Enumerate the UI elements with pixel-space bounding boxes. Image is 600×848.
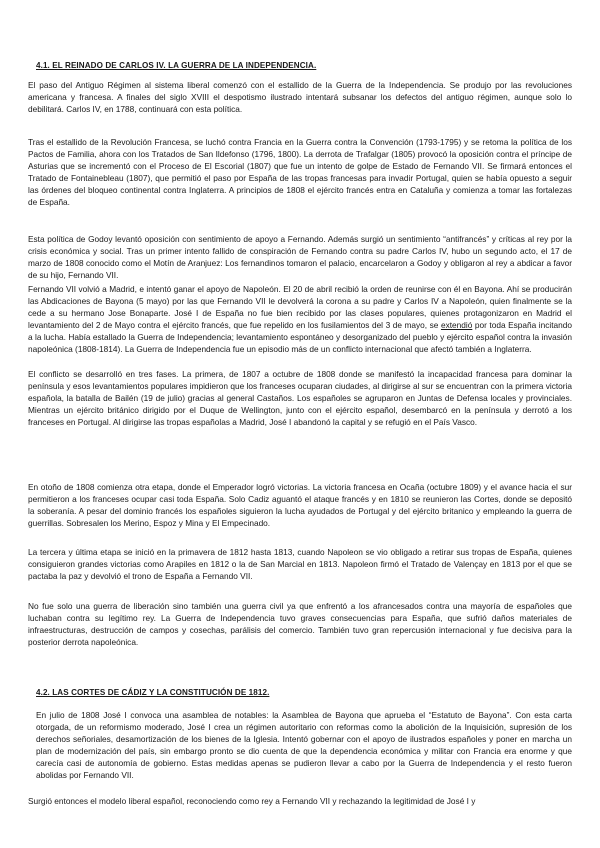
paragraph-consecuencias: No fue solo una guerra de liberación sino también una guerra civil ya que enfrentó a los afrancesados contra una mayoría de españoles que luchaban contra su legítimo rey. La Guerra de Independencia tuvo graves consecuencias para España, que sufrió daños materiales de infraestructuras, destrucción de campos y cosechas, parálisis del comercio. También tuvo gran repercusión internacional y fue decisiva para la posterior derrota napoleónica. (28, 601, 572, 648)
paragraph-abdicaciones-bayona (28, 283, 572, 356)
paragraph-estatuto-bayona: En julio de 1808 José I convoca una asamblea de notables: la Asamblea de Bayona que aprueba el “Estatuto de Bayona”. Con esta carta otorgada, de un reformismo moderado, José I crea un régimen autoritario con reformas como la abolición de la Inquisición, supresión de los derechos señoriales, desamortización de los bienes de la Iglesia. Intentó gobernar con el apoyo de ilustrados españoles y poner en marcha un plan de modernización del país, sin embargo pronto se dio cuenta de que la dependencia económica y militar con Francia era enorme y que carecía casi de autonomía de gobierno. Estas medidas apenas se pudieron llevar a cabo por la Guerra de Independencia y el resto fueron abolidas por Fernando VII. (36, 710, 572, 781)
paragraph-otono-1808: En otoño de 1808 comienza otra etapa, donde el Emperador logró victorias. La victoria francesa en Ocaña (octubre 1809) y el avance hacia el sur permitieron a los franceses ocupar casi toda España. Solo Cadiz aguantó el ataque francés y en 1810 se reunieron las Cortes, donde se depositó la soberanía. A pesar del dominio francés los españoles siguieron la lucha ayudados de Portugal y del ejército britanico y empleando la guerra de guerrillas. Sobresalen los Merino, Espoz y Mina y El Empecinado. (28, 482, 572, 529)
section-heading-4-2: 4.2. LAS CORTES DE CÁDIZ Y LA CONSTITUCIÓN DE 1812. (36, 688, 270, 697)
paragraph-revolucion-francesa: Tras el estallido de la Revolución Francesa, se luchó contra Francia en la Guerra contra la Convención (1793-1795) y se retoma la política de los Pactos de Familia, ahora con los Tratados de San Ildefonso (1796, 1800). La derrota de Trafalgar (1805) provocó la oposición contra el príncipe de Asturias que se incrementó con el Proceso de El Escorial (1807) que fue un intento de golpe de Estado de Fernando VII. Se firmará entonces el Tratado de Fontainebleau (1807), que permitió el paso por España de las tropas francesas para invadir Portugal, quien se había opuesto a seguir las órdenes del bloqueo continental contra Inglaterra. A principios de 1808 el ejército francés entra en Cataluña y comienza a tomar las fortalezas de España. (28, 137, 572, 208)
section-heading-4-1: 4.1. EL REINADO DE CARLOS IV. LA GUERRA DE LA INDEPENDENCIA. (36, 61, 317, 70)
paragraph-modelo-liberal: Surgió entonces el modelo liberal español, reconociendo como rey a Fernando VII y rechazando la legitimidad de José I y (28, 796, 476, 806)
paragraph-text-after: por toda España incitando a la lucha. Había estallado la Guerra de Independencia; levantamiento espontáneo y desorganizado del pueblo y ejército español contra la invasión napoleónica (1808-1814). La Guerra de Independencia fue un episodio más de un conflicto internacional que afectó también a Inglaterra. (28, 320, 572, 355)
paragraph-text-before: Fernando VII volvió a Madrid, e intentó ganar el apoyo de Napoleón. El 20 de abril recibió la orden de reunirse con él en Bayona. Ahí se producirán las Abdicaciones de Bayona (5 mayo) por las que Fernando VII le devolverá la corona a su padre y Carlos IV a Napoleón, quien finalmente se la cede a su hermano Jose Bonaparte. José I de España no fue bien recibido por las clases populares, quienes protagonizaron en Madrid el levantamiento del 2 de Mayo contra el ejército francés, que fue repelido en los fusilamientos del 3 de mayo, se (28, 284, 572, 331)
paragraph-tercera-etapa: La tercera y última etapa se inició en la primavera de 1812 hasta 1813, cuando Napoleon se vio obligado a retirar sus tropas de España, quienes consiguieron grandes victorias como Arapiles en 1812 o la de San Marcial en 1813. Napoleon firmó el Tratado de Valençay en 1813 por el que se pactaba la paz y devolvió el trono de España a Fernando VII. (28, 547, 572, 582)
paragraph-motin-aranjuez: Esta política de Godoy levantó oposición con sentimiento de apoyo a Fernando. Además surgió un sentimiento “antifrancés” y críticas al rey por la crisis económica y social. Tras un primer intento fallido de conspiración de Fernando contra su padre Carlos IV, hubo un segundo acto, el 17 de marzo de 1808 conocido como el Motín de Aranjuez: Los fernandinos tomaron el palacio, encarcelaron a Godoy y obligaron al rey a abdicar a favor de su hijo, Fernando VII. (28, 234, 572, 281)
underlined-word: extendió (440, 320, 473, 331)
paragraph-intro: El paso del Antiguo Régimen al sistema liberal comenzó con el estallido de la Guerra de la Independencia. Se produjo por las revoluciones americana y francesa. A finales del siglo XVIII el despotismo ilustrado intentará subsanar los defectos del antiguo régimen, aunque solo lo debilitará. Carlos IV, en 1788, continuará con esta política. (28, 80, 572, 115)
paragraph-tres-fases: El conflicto se desarrolló en tres fases. La primera, de 1807 a octubre de 1808 donde se manifestó la incapacidad francesa para dominar la península y esos levantamientos populares impidieron que los franceses ocuparan ciudades, al dirigirse al sur se encuentran con la primera victoria española, la batalla de Bailén (19 de julio) gracias al general Castaños. Los españoles se agruparon en Juntas de Defensa locales y provinciales. Mientras un ejército británico dirigido por el Duque de Wellington, junto con el ejército español, desembarcó en la península y derrotó a los franceses en Portugal. Al dirigirse las tropas españolas a Madrid, José I abandonó la capital y se refugió en el País Vasco. (28, 369, 572, 428)
